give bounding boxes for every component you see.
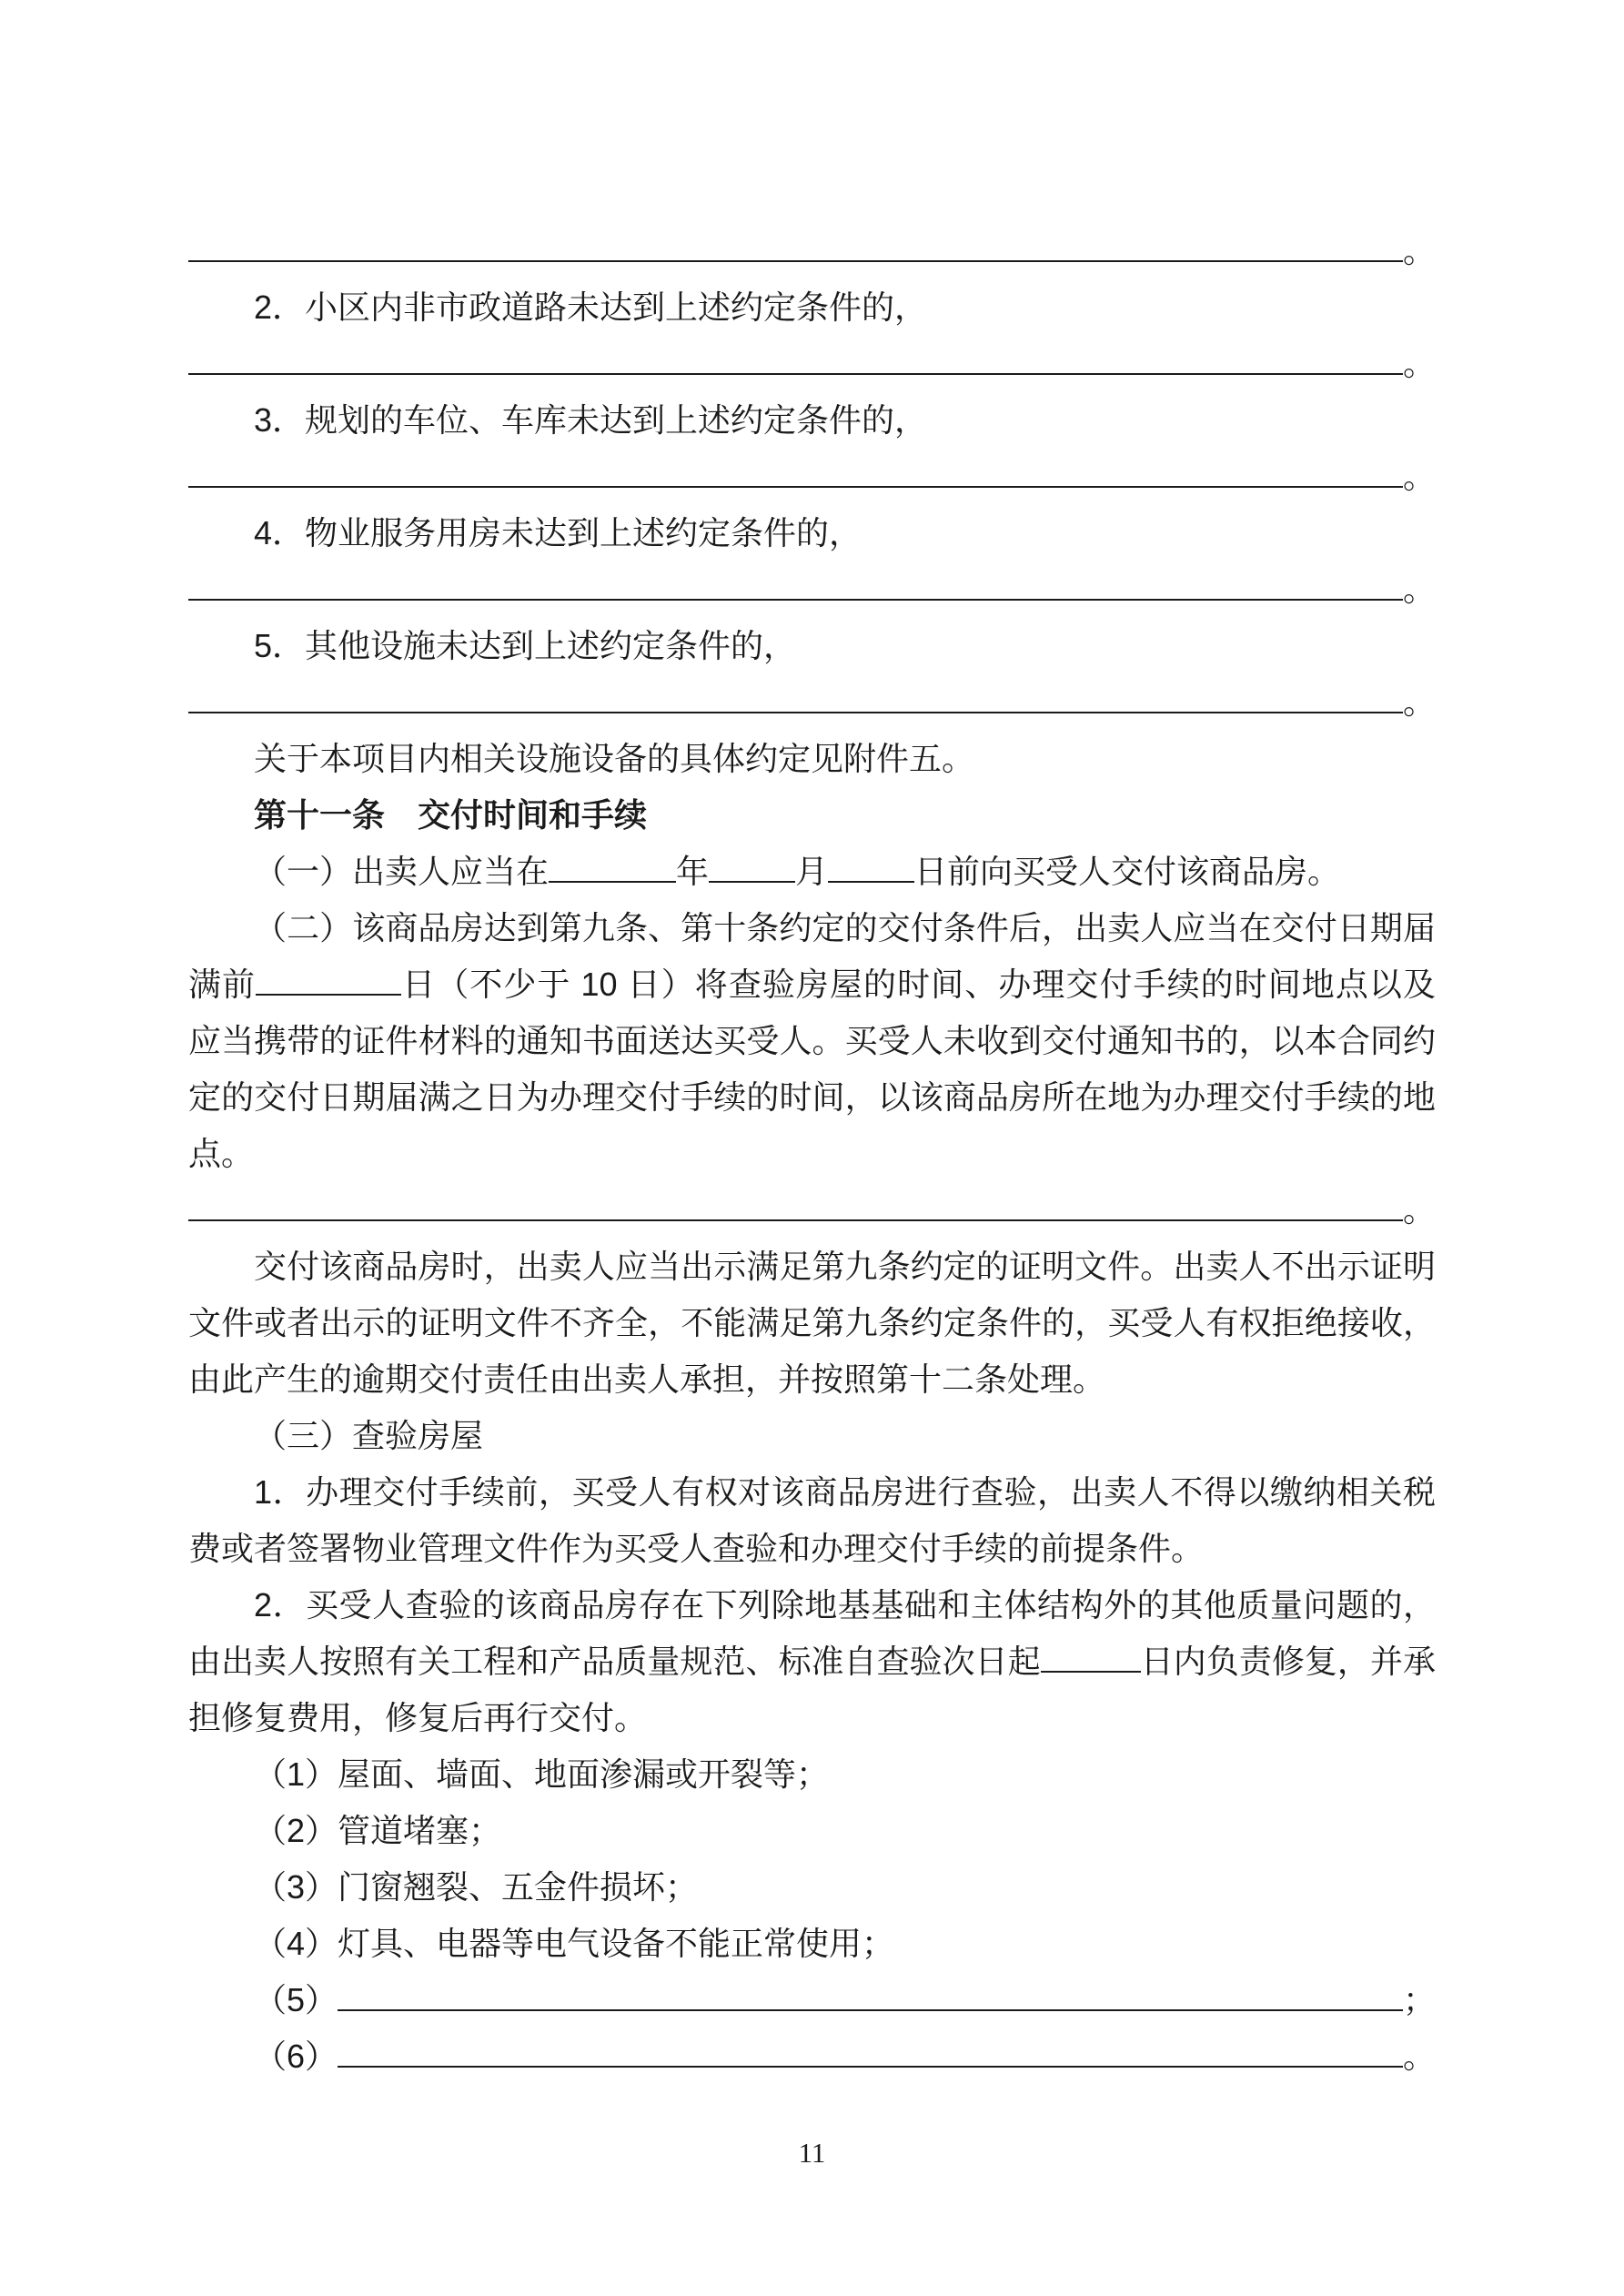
text-run: （一）出卖人应当在 [254,853,550,890]
text-run: （2）管道堵塞； [254,1812,502,1849]
blank-underline-field [188,1219,1403,1221]
text-run: （1）屋面、墙面、地面渗漏或开裂等； [254,1755,830,1793]
blank-line-after-item-3 [188,449,1436,505]
quality-issue-6-blank [188,2028,1436,2085]
text-run: 。 [1402,2038,1436,2075]
quality-issue-1 [188,1746,1436,1803]
text-run: （5） [254,1981,338,2018]
text-run: 日（不少于 10 日）将查验房屋的时间、办理交付手续的时间地点以及应当携带的证件材料的通知书面送达买受人。买受人未收到交付通知书的，以本合同约定的交付日期届满之日为办理交付手续的时间，以该商品房所在地为办理交付手续的地点。 [188,966,1436,1172]
text-run: （二）该商品房达到第九条、第十条约定的交付条件后，出卖人应当在交付日期届满前 [188,909,1436,1003]
quality-issue-4 [188,1916,1436,1972]
blank-underline-field [709,881,795,883]
text-run: 月 [795,853,829,890]
blank-underline-field [338,2009,1403,2011]
clause-item-5 [188,618,1436,674]
clause-two-documents [188,1239,1436,1408]
blank-underline-field [1041,1671,1141,1673]
clause-one-delivery-date [188,844,1436,900]
text-run: 2．小区内非市政道路未达到上述约定条件的， [254,288,928,326]
continuation-blank-line [188,223,1436,279]
text-run: 日内负责修复，并承担修复费用，修复后再行交付。 [188,1643,1436,1736]
quality-issue-3 [188,1859,1436,1916]
document-body [188,223,1436,2085]
text-run: 1．办理交付手续前，买受人有权对该商品房进行查验，出卖人不得以缴纳相关税费或者签署物业管理文件作为买受人查验和办理交付手续的前提条件。 [188,1473,1436,1567]
clause-item-4 [188,505,1436,561]
text-run: 。 [1402,232,1436,269]
clause-three-item-1 [188,1464,1436,1577]
text-run: 5．其他设施未达到上述约定条件的， [254,627,797,664]
text-run: 年 [676,853,710,890]
text-run: 第十一条 交付时间和手续 [254,796,648,834]
blank-line-after-item-5 [188,674,1436,731]
text-run: 3．规划的车位、车库未达到上述约定条件的， [254,401,928,439]
text-run: 。 [1402,345,1436,382]
blank-underline-field [188,599,1403,601]
blank-underline-field [188,373,1403,375]
text-run: （3）门窗翘裂、五金件损坏； [254,1868,699,1906]
blank-underline-field [828,881,914,883]
text-run: （4）灯具、电器等电气设备不能正常使用； [254,1925,895,1962]
article-11-heading [188,787,1436,844]
blank-line-after-clause-two [188,1182,1436,1239]
text-run: 2．买受人查验的该商品房存在下列除地基基础和主体结构外的其他质量问题的，由出卖人按照有关工程和产品质量规范、标准自查验次日起 [188,1586,1436,1680]
blank-underline-field [549,881,676,883]
clause-item-3 [188,392,1436,449]
text-run: （三）查验房屋 [254,1417,484,1454]
clause-two-notice [188,900,1436,1182]
text-run: 。 [1402,458,1436,495]
blank-underline-field [188,712,1403,713]
blank-underline-field [338,2066,1403,2068]
clause-item-2 [188,279,1436,336]
blank-line-after-item-4 [188,561,1436,618]
blank-underline-field [256,994,401,996]
clause-three-heading [188,1408,1436,1464]
text-run: 。 [1402,571,1436,608]
text-run: 。 [1402,1191,1436,1229]
text-run: ； [1402,1981,1436,2018]
text-run: 4．物业服务用房未达到上述约定条件的， [254,514,862,551]
text-run: 。 [1402,683,1436,721]
quality-issue-2 [188,1803,1436,1859]
quality-issue-5-blank [188,1972,1436,2028]
blank-underline-field [188,260,1403,262]
text-run: 交付该商品房时，出卖人应当出示满足第九条约定的证明文件。出卖人不出示证明文件或者出示的证明文件不齐全，不能满足第九条约定条件的，买受人有权拒绝接收，由此产生的逾期交付责任由出卖人承担，并按照第十二条处理。 [188,1248,1436,1398]
blank-line-after-item-2 [188,336,1436,392]
text-run: 关于本项目内相关设施设备的具体约定见附件五。 [254,740,975,777]
text-run: 日前向买受人交付该商品房。 [914,853,1341,890]
clause-three-item-2 [188,1577,1436,1746]
page-number: 11 [798,2137,826,2169]
appendix-note [188,731,1436,787]
blank-underline-field [188,486,1403,488]
text-run: （6） [254,2038,338,2075]
